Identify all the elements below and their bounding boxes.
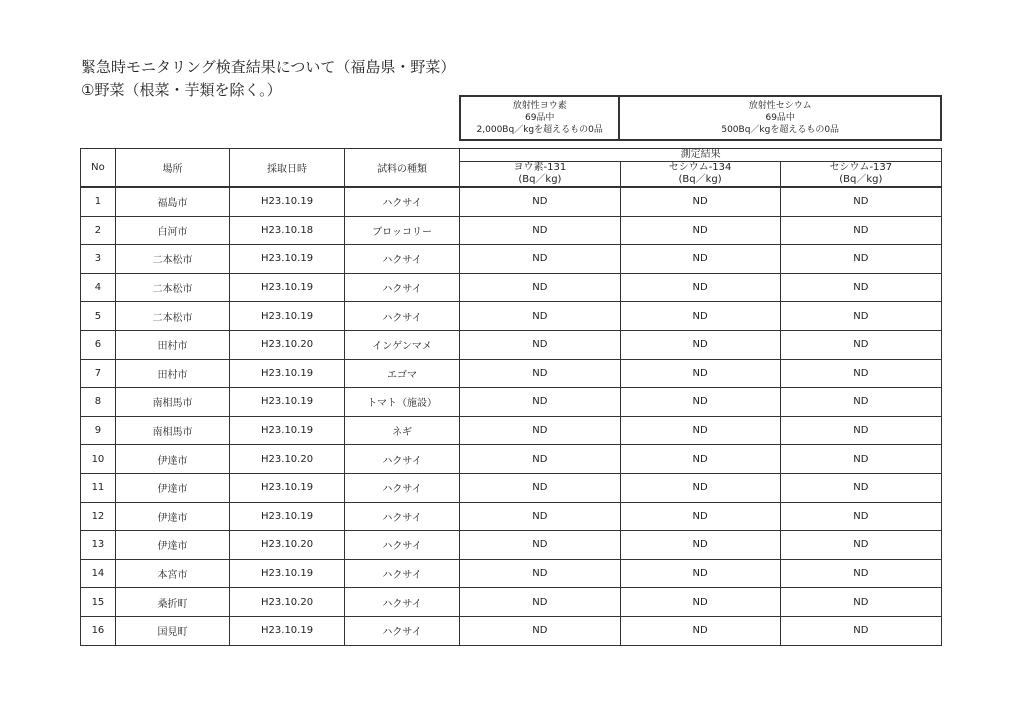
header-type: 試料の種類 <box>344 149 459 188</box>
cell-no: 5 <box>81 302 116 331</box>
cell-type: ハクサイ <box>344 559 459 588</box>
summary-iodine-count: 69品中 <box>524 113 555 123</box>
cell-type: ハクサイ <box>344 616 459 645</box>
cell-place: 二本松市 <box>115 245 229 274</box>
cell-cs134: ND <box>620 216 780 245</box>
cell-place: 南相馬市 <box>115 416 229 445</box>
cell-i131: ND <box>460 473 620 502</box>
cell-no: 11 <box>81 473 116 502</box>
cell-type: インゲンマメ <box>344 330 459 359</box>
cell-type: ハクサイ <box>344 473 459 502</box>
cell-type: ハクサイ <box>344 302 459 331</box>
cell-cs134: ND <box>620 416 780 445</box>
cell-cs134: ND <box>620 388 780 417</box>
cell-place: 伊達市 <box>115 473 229 502</box>
cell-cs137: ND <box>780 588 941 617</box>
table-row <box>81 588 942 617</box>
cell-no: 14 <box>81 559 116 588</box>
table-row <box>81 616 942 645</box>
header-i131-label: ヨウ素-131 <box>513 162 567 173</box>
cell-i131: ND <box>460 187 620 216</box>
cell-i131: ND <box>460 216 620 245</box>
cell-no: 7 <box>81 359 116 388</box>
cell-cs134: ND <box>620 273 780 302</box>
cell-date: H23.10.19 <box>230 187 345 216</box>
cell-cs134: ND <box>620 245 780 274</box>
header-cs134-label: セシウム-134 <box>668 162 732 173</box>
header-i131 <box>460 162 620 188</box>
cell-date: H23.10.19 <box>230 388 345 417</box>
cell-no: 3 <box>81 245 116 274</box>
summary-iodine-title: 放射性ヨウ素 <box>512 101 567 111</box>
cell-type: ハクサイ <box>344 445 459 474</box>
cell-no: 10 <box>81 445 116 474</box>
cell-cs134: ND <box>620 616 780 645</box>
page-subtitle: ①野菜（根菜・芋類を除く。） <box>81 81 282 99</box>
cell-cs134: ND <box>620 559 780 588</box>
table-row <box>81 245 942 274</box>
cell-cs134: ND <box>620 359 780 388</box>
cell-date: H23.10.19 <box>230 502 345 531</box>
table-row <box>81 531 942 560</box>
cell-date: H23.10.18 <box>230 216 345 245</box>
cell-cs137: ND <box>780 187 941 216</box>
cell-cs137: ND <box>780 416 941 445</box>
header-date: 採取日時 <box>230 149 345 188</box>
cell-cs137: ND <box>780 473 941 502</box>
cell-place: 伊達市 <box>115 531 229 560</box>
page-title: 緊急時モニタリング検査結果について（福島県・野菜） <box>81 58 456 76</box>
cell-cs137: ND <box>780 216 941 245</box>
cell-place: 田村市 <box>115 359 229 388</box>
summary-cesium-count: 69品中 <box>765 113 795 123</box>
table-row <box>81 473 942 502</box>
cell-no: 13 <box>81 531 116 560</box>
cell-i131: ND <box>460 559 620 588</box>
cell-i131: ND <box>460 302 620 331</box>
cell-type: ハクサイ <box>344 273 459 302</box>
table-row <box>81 187 942 216</box>
cell-type: ハクサイ <box>344 187 459 216</box>
cell-date: H23.10.19 <box>230 245 345 274</box>
cell-date: H23.10.20 <box>230 588 345 617</box>
cell-cs137: ND <box>780 445 941 474</box>
cell-type: トマト（施設） <box>344 388 459 417</box>
summary-iodine-cell <box>460 96 619 140</box>
cell-i131: ND <box>460 330 620 359</box>
table-row <box>81 416 942 445</box>
cell-i131: ND <box>460 616 620 645</box>
cell-no: 16 <box>81 616 116 645</box>
cell-i131: ND <box>460 502 620 531</box>
cell-date: H23.10.19 <box>230 416 345 445</box>
cell-i131: ND <box>460 245 620 274</box>
cell-no: 12 <box>81 502 116 531</box>
summary-cesium-threshold: 500Bq／kgを超えるもの0品 <box>721 125 840 135</box>
cell-place: 福島市 <box>115 187 229 216</box>
cell-cs137: ND <box>780 502 941 531</box>
cell-i131: ND <box>460 531 620 560</box>
results-table <box>80 148 942 646</box>
cell-cs137: ND <box>780 616 941 645</box>
cell-date: H23.10.20 <box>230 330 345 359</box>
cell-type: ネギ <box>344 416 459 445</box>
header-cs134-unit: (Bq／kg) <box>678 174 722 185</box>
cell-i131: ND <box>460 416 620 445</box>
cell-cs134: ND <box>620 473 780 502</box>
cell-type: エゴマ <box>344 359 459 388</box>
cell-type: ハクサイ <box>344 502 459 531</box>
table-row <box>81 216 942 245</box>
cell-date: H23.10.19 <box>230 559 345 588</box>
cell-place: 二本松市 <box>115 302 229 331</box>
cell-place: 桑折町 <box>115 588 229 617</box>
cell-place: 国見町 <box>115 616 229 645</box>
header-cs137-label: セシウム-137 <box>829 162 893 173</box>
cell-no: 6 <box>81 330 116 359</box>
cell-place: 白河市 <box>115 216 229 245</box>
cell-cs134: ND <box>620 445 780 474</box>
cell-cs134: ND <box>620 187 780 216</box>
cell-place: 伊達市 <box>115 502 229 531</box>
cell-place: 南相馬市 <box>115 388 229 417</box>
cell-date: H23.10.20 <box>230 531 345 560</box>
cell-cs134: ND <box>620 588 780 617</box>
cell-date: H23.10.19 <box>230 616 345 645</box>
cell-cs137: ND <box>780 330 941 359</box>
header-results: 測定結果 <box>460 149 942 162</box>
cell-cs134: ND <box>620 330 780 359</box>
cell-no: 9 <box>81 416 116 445</box>
header-i131-unit: (Bq／kg) <box>518 174 562 185</box>
table-row <box>81 273 942 302</box>
cell-cs137: ND <box>780 245 941 274</box>
cell-no: 15 <box>81 588 116 617</box>
cell-cs137: ND <box>780 559 941 588</box>
cell-no: 4 <box>81 273 116 302</box>
cell-date: H23.10.19 <box>230 302 345 331</box>
summary-table <box>459 95 942 141</box>
cell-cs134: ND <box>620 302 780 331</box>
summary-cesium-title: 放射性セシウム <box>748 101 812 111</box>
header-cs134 <box>620 162 780 188</box>
cell-type: ハクサイ <box>344 245 459 274</box>
cell-type: ハクサイ <box>344 531 459 560</box>
table-row <box>81 330 942 359</box>
cell-place: 二本松市 <box>115 273 229 302</box>
summary-cesium-cell <box>619 96 941 140</box>
cell-i131: ND <box>460 388 620 417</box>
cell-cs134: ND <box>620 531 780 560</box>
cell-i131: ND <box>460 273 620 302</box>
cell-date: H23.10.20 <box>230 445 345 474</box>
header-place: 場所 <box>115 149 229 188</box>
table-row <box>81 445 942 474</box>
cell-type: ハクサイ <box>344 588 459 617</box>
header-no: No <box>81 149 116 188</box>
cell-i131: ND <box>460 359 620 388</box>
cell-no: 2 <box>81 216 116 245</box>
cell-cs137: ND <box>780 273 941 302</box>
cell-cs137: ND <box>780 388 941 417</box>
cell-i131: ND <box>460 588 620 617</box>
table-row <box>81 559 942 588</box>
cell-date: H23.10.19 <box>230 473 345 502</box>
table-row <box>81 359 942 388</box>
cell-cs137: ND <box>780 302 941 331</box>
cell-i131: ND <box>460 445 620 474</box>
header-cs137 <box>780 162 941 188</box>
cell-place: 田村市 <box>115 330 229 359</box>
cell-no: 1 <box>81 187 116 216</box>
cell-type: ブロッコリー <box>344 216 459 245</box>
table-row <box>81 502 942 531</box>
cell-no: 8 <box>81 388 116 417</box>
table-row <box>81 388 942 417</box>
header-cs137-unit: (Bq／kg) <box>839 174 883 185</box>
cell-cs137: ND <box>780 359 941 388</box>
summary-iodine-threshold: 2,000Bq／kgを超えるもの0品 <box>476 125 603 135</box>
cell-date: H23.10.19 <box>230 359 345 388</box>
table-row <box>81 302 942 331</box>
cell-place: 本宮市 <box>115 559 229 588</box>
cell-place: 伊達市 <box>115 445 229 474</box>
cell-date: H23.10.19 <box>230 273 345 302</box>
cell-cs137: ND <box>780 531 941 560</box>
cell-cs134: ND <box>620 502 780 531</box>
